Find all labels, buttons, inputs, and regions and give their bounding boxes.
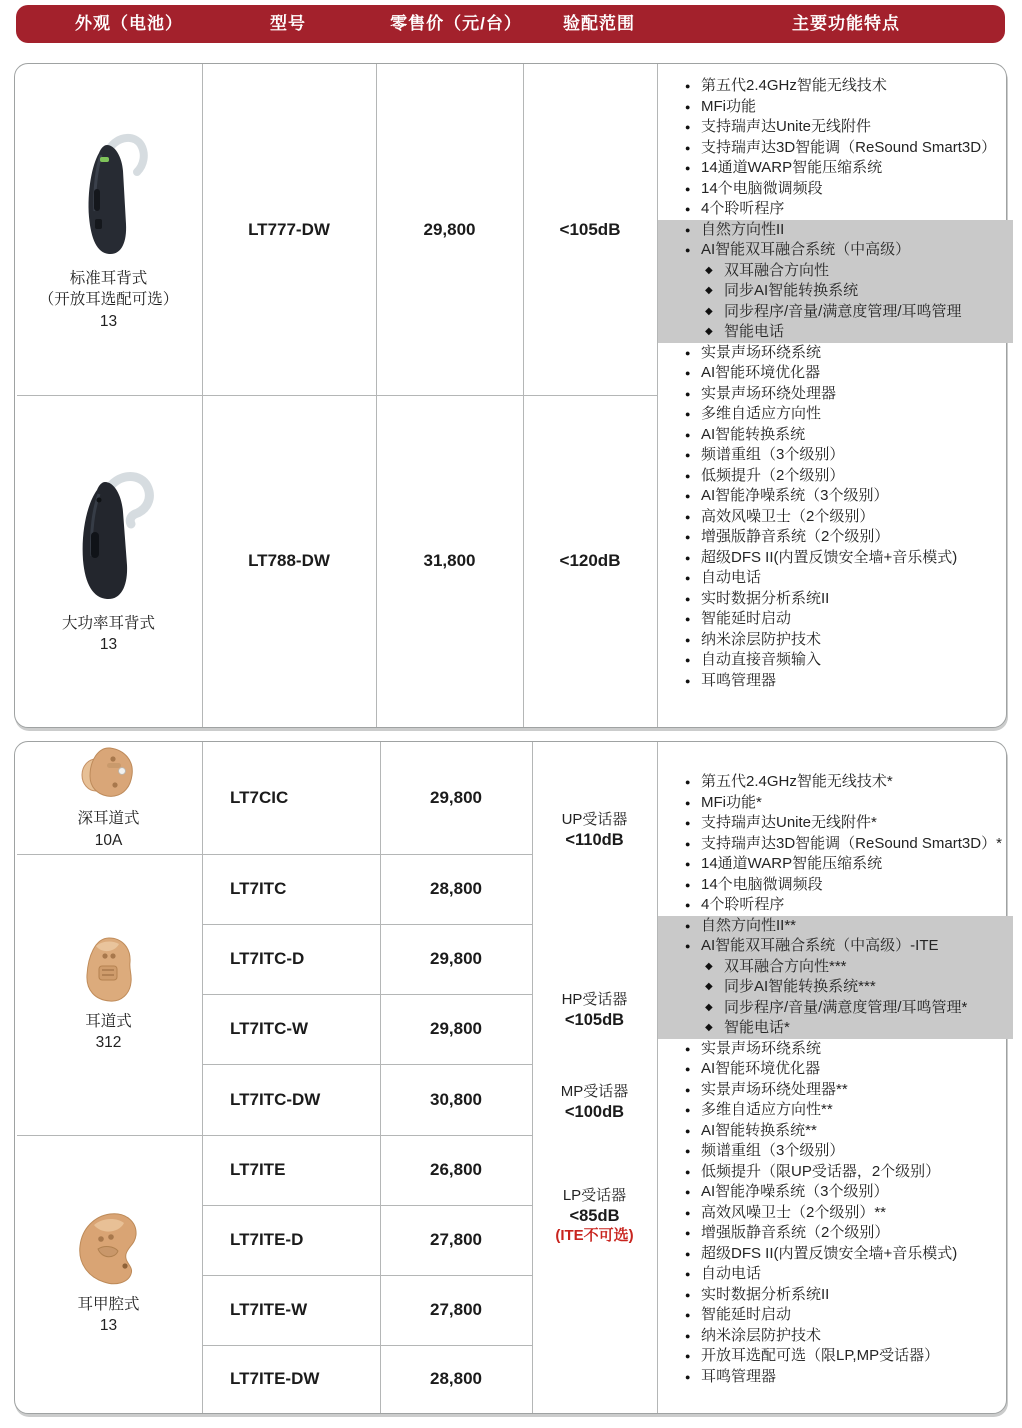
feature-item: ● 实景声场环绕系统 (658, 1039, 1013, 1060)
model-name: LT7CIC (230, 788, 289, 807)
feature-item: ● MFi功能* (658, 793, 1013, 814)
model-cell (202, 1135, 380, 1205)
price-value: 26,800 (430, 1160, 482, 1179)
feature-item: ● 智能延时启动 (658, 1305, 1013, 1326)
range-db: <110dB (565, 831, 624, 849)
feature-item: ● MFi功能 (658, 97, 1013, 118)
price-value: 28,800 (430, 1368, 482, 1388)
feature-item: ● 实时数据分析系统II (658, 1285, 1013, 1306)
feature-item: ● 纳米涂层防护技术 (658, 1326, 1013, 1347)
appearance-label: 耳甲腔式 (77, 1295, 140, 1313)
header-col-fitting-range: 验配范围 (563, 14, 635, 33)
feature-item: ● 超级DFS II(内置反馈安全墙+音乐模式) (658, 548, 1013, 569)
feature-item: ● 频谱重组（3个级别） (658, 1141, 1013, 1162)
appearance-cell-itc (15, 854, 202, 1135)
feature-sub-item: ◆ 双耳融合方向性*** (658, 957, 1013, 978)
feature-item: ● AI智能转换系统** (658, 1121, 1013, 1142)
feature-item: ● 实时数据分析系统II (658, 589, 1013, 610)
highlighted-feature-band (658, 916, 1013, 1039)
appearance-label: 大功率耳背式 (61, 614, 155, 632)
price-value: 29,800 (430, 1019, 482, 1038)
model-cell (202, 924, 380, 994)
feature-item: ● 支持瑞声达Unite无线附件* (658, 813, 1013, 834)
range-block-lp (532, 1186, 657, 1245)
feature-sub-item: ◆ 双耳融合方向性 (658, 261, 1013, 282)
feature-item: ● 支持瑞声达3D智能调（ReSound Smart3D）* (658, 834, 1013, 855)
model-name: LT788-DW (248, 550, 330, 570)
model-name: LT7ITC-W (230, 1019, 309, 1038)
header-col-appearance: 外观（电池） (75, 14, 183, 33)
table-header-bar (16, 5, 1005, 43)
range-db: <105dB (564, 1011, 625, 1029)
feature-item: ● AI智能环境优化器 (658, 363, 1013, 384)
feature-item: ● AI智能双耳融合系统（中高级） (658, 240, 1013, 261)
feature-item: ● 智能延时启动 (658, 609, 1013, 630)
feature-item: ● AI智能环境优化器 (658, 1059, 1013, 1080)
feature-item: ● 14通道WARP智能压缩系统 (658, 854, 1013, 875)
model-name: LT7ITE (230, 1160, 286, 1179)
model-cell (202, 1345, 380, 1412)
feature-item: ● 4个聆听程序 (658, 199, 1013, 220)
feature-item: ● 多维自适应方向性** (658, 1100, 1013, 1121)
itc-hearing-aid-image (82, 936, 136, 1004)
fitting-range-cell (523, 64, 657, 395)
price-cell (380, 742, 532, 854)
price-value: 28,800 (430, 879, 482, 898)
appearance-cell-bte-power (15, 395, 202, 726)
feature-item: ● 第五代2.4GHz智能无线技术 (658, 76, 1013, 97)
features-list-custom (658, 742, 1013, 1413)
fitting-range-value: <105dB (559, 219, 621, 239)
model-name: LT7ITC (230, 879, 287, 898)
receiver-type: UP受话器 (561, 811, 628, 828)
feature-item: ● 第五代2.4GHz智能无线技术* (658, 772, 1013, 793)
model-name: LT7ITE-D (230, 1230, 304, 1249)
feature-item: ● AI智能净噪系统（3个级别） (658, 486, 1013, 507)
price-value: 29,800 (430, 788, 482, 807)
appearance-cell-bte-standard (15, 64, 202, 395)
model-name: LT7ITC-D (230, 949, 305, 968)
feature-item: ● 自然方向性II** (658, 916, 1013, 937)
feature-item: ● 自然方向性II (658, 220, 1013, 241)
price-value: 29,800 (423, 219, 476, 239)
feature-item: ● 自动直接音频输入 (658, 650, 1013, 671)
feature-item: ● 频谱重组（3个级别） (658, 445, 1013, 466)
receiver-type: HP受话器 (561, 991, 628, 1008)
feature-sub-item: ◆ 智能电话 (658, 322, 1013, 343)
price-cell (380, 1275, 532, 1345)
feature-item: ● 支持瑞声达Unite无线附件 (658, 117, 1013, 138)
fitting-range-value: <120dB (559, 550, 621, 570)
feature-item: ● 增强版静音系统（2个级别） (658, 527, 1013, 548)
battery-size-label: 10A (94, 831, 123, 849)
feature-item: ● 多维自适应方向性 (658, 404, 1013, 425)
price-value: 30,800 (430, 1089, 482, 1109)
ite-hearing-aid-image (74, 1211, 144, 1287)
price-cell (380, 994, 532, 1064)
feature-item: ● 增强版静音系统（2个级别） (658, 1223, 1013, 1244)
feature-item: ● AI智能转换系统 (658, 425, 1013, 446)
feature-sub-item: ◆ 同步AI智能转换系统 (658, 281, 1013, 302)
custom-products-table (14, 741, 1007, 1414)
feature-sub-item: ◆ 同步程序/音量/满意度管理/耳鸣管理 (658, 302, 1013, 323)
feature-item: ● 高效风噪卫士（2个级别） (658, 507, 1013, 528)
cic-hearing-aid-image (80, 745, 138, 801)
feature-item: ● 低频提升（限UP受话器，2个级别） (658, 1162, 1013, 1183)
appearance-cell-cic (15, 742, 202, 854)
feature-item: ● 耳鸣管理器 (658, 671, 1013, 692)
feature-item: ● 4个聆听程序 (658, 895, 1013, 916)
range-db: <100dB (564, 1103, 625, 1121)
feature-item: ● 自动电话 (658, 568, 1013, 589)
feature-item: ● 实景声场环绕系统 (658, 343, 1013, 364)
model-cell (202, 994, 380, 1064)
bte-standard-hearing-aid-image (61, 127, 157, 261)
price-cell (380, 1205, 532, 1275)
header-col-price: 零售价（元/台） (390, 14, 522, 33)
feature-sub-item: ◆ 同步AI智能转换系统*** (658, 977, 1013, 998)
receiver-type: LP受话器 (562, 1187, 627, 1204)
feature-item: ● 实景声场环绕处理器 (658, 384, 1013, 405)
model-name: LT7ITE-W (230, 1300, 308, 1319)
feature-item: ● 14个电脑微调频段 (658, 875, 1013, 896)
price-cell (376, 395, 523, 726)
price-value: 27,800 (430, 1230, 482, 1249)
appearance-label: 标准耳背式 (69, 269, 148, 287)
feature-item: ● 支持瑞声达3D智能调（ReSound Smart3D） (658, 138, 1013, 159)
range-db: <85dB (569, 1207, 620, 1225)
bte-products-table (14, 63, 1007, 728)
range-block-mp (532, 1082, 657, 1122)
feature-sub-item: ◆ 同步程序/音量/满意度管理/耳鸣管理* (658, 998, 1013, 1019)
battery-size-label: 13 (99, 1317, 118, 1334)
highlighted-feature-band (658, 220, 1013, 343)
feature-item: ● 高效风噪卫士（2个级别）** (658, 1203, 1013, 1224)
model-cell (202, 742, 380, 854)
feature-item: ● 自动电话 (658, 1264, 1013, 1285)
feature-item: ● 实景声场环绕处理器** (658, 1080, 1013, 1101)
appearance-cell-ite (15, 1135, 202, 1412)
bte-power-hearing-aid-image (57, 466, 161, 606)
price-value: 31,800 (423, 550, 476, 570)
price-cell (380, 1135, 532, 1205)
model-cell (202, 1275, 380, 1345)
feature-sub-item: ◆ 智能电话* (658, 1018, 1013, 1039)
header-col-features: 主要功能特点 (792, 14, 900, 33)
range-note-red: (ITE不可选) (555, 1227, 634, 1244)
model-name: LT7ITC-DW (230, 1089, 321, 1109)
feature-item: ● 纳米涂层防护技术 (658, 630, 1013, 651)
price-cell (380, 854, 532, 924)
battery-size-label: 13 (99, 636, 118, 653)
feature-item: ● 开放耳选配可选（限LP,MP受话器） (658, 1346, 1013, 1367)
feature-item: ● AI智能净噪系统（3个级别） (658, 1182, 1013, 1203)
range-block-hp (532, 990, 657, 1030)
model-name: LT7ITE-DW (230, 1368, 320, 1388)
header-col-model: 型号 (270, 14, 306, 33)
features-list-bte (658, 64, 1013, 727)
price-cell (376, 64, 523, 395)
battery-size-label: 13 (99, 312, 118, 330)
feature-item: ● 超级DFS II(内置反馈安全墙+音乐模式) (658, 1244, 1013, 1265)
battery-size-label: 312 (95, 1034, 122, 1051)
feature-item: ● 耳鸣管理器 (658, 1367, 1013, 1388)
fitting-range-cell (523, 395, 657, 726)
feature-item: ● 14通道WARP智能压缩系统 (658, 158, 1013, 179)
model-cell (202, 395, 376, 726)
model-name: LT777-DW (248, 219, 330, 239)
appearance-label: 耳道式 (85, 1012, 132, 1030)
model-cell (202, 1205, 380, 1275)
range-block-up (532, 810, 657, 850)
price-cell (380, 924, 532, 994)
feature-item: ● 低频提升（2个级别） (658, 466, 1013, 487)
receiver-type: MP受话器 (560, 1083, 629, 1100)
model-cell (202, 1064, 380, 1135)
model-cell (202, 64, 376, 395)
appearance-label: 深耳道式 (77, 810, 140, 827)
price-value: 27,800 (430, 1300, 482, 1319)
feature-item: ● AI智能双耳融合系统（中高级）-ITE (658, 936, 1013, 957)
model-cell (202, 854, 380, 924)
price-cell (380, 1345, 532, 1412)
feature-item: ● 14个电脑微调频段 (658, 179, 1013, 200)
price-cell (380, 1064, 532, 1135)
price-value: 29,800 (430, 949, 482, 968)
appearance-label: （开放耳选配可选） (38, 291, 179, 309)
